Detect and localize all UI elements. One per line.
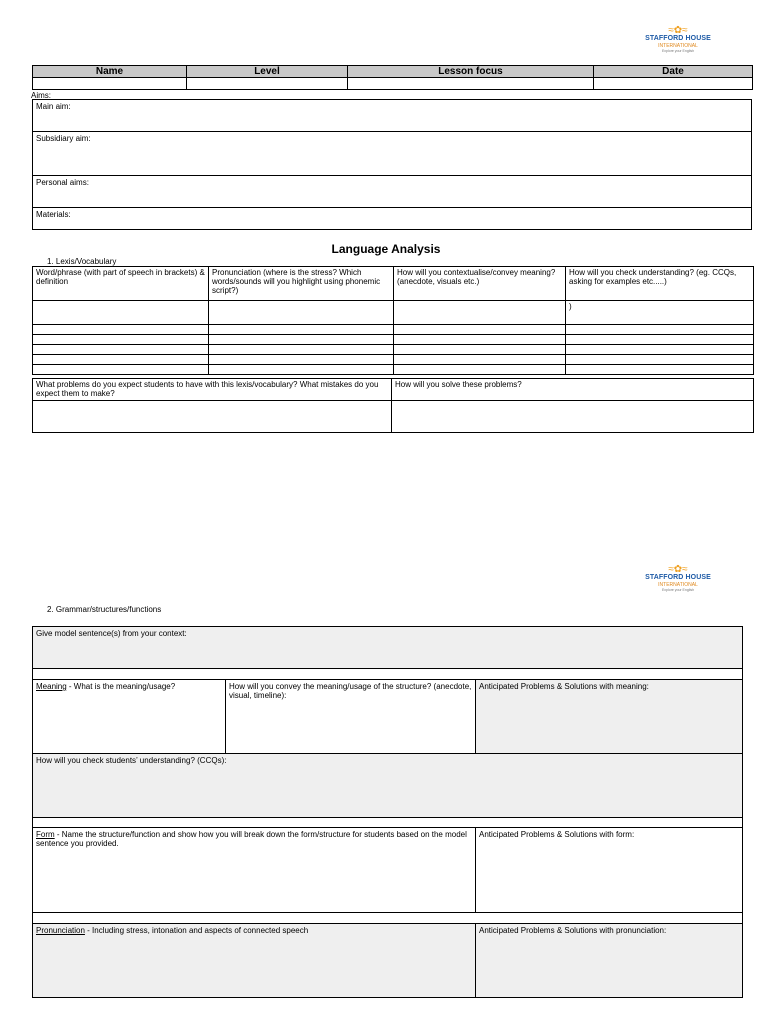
lexis-col-contextualise: How will you contextualise/convey meaning? (anecdote, visuals etc.) bbox=[394, 267, 566, 301]
lexis-cell[interactable] bbox=[566, 355, 754, 365]
language-analysis-title: Language Analysis bbox=[331, 242, 441, 256]
problems-pron-label: Anticipated Problems & Solutions with pronunciation: bbox=[479, 926, 667, 935]
problems-form-box[interactable] bbox=[475, 827, 743, 913]
lexis-cell[interactable] bbox=[566, 345, 754, 355]
lexis-cell[interactable] bbox=[33, 345, 209, 355]
lexis-cell[interactable] bbox=[33, 355, 209, 365]
level-cell[interactable] bbox=[187, 78, 348, 90]
logo-mark-icon: ≈✿≈ bbox=[668, 564, 688, 575]
ccqs-box[interactable] bbox=[32, 753, 743, 818]
lexis-cell[interactable] bbox=[394, 365, 566, 375]
lexis-solutions-question: How will you solve these problems? bbox=[392, 379, 754, 401]
lesson-focus-cell[interactable] bbox=[348, 78, 594, 90]
problems-meaning-label: Anticipated Problems & Solutions with meaning: bbox=[479, 682, 649, 691]
lexis-col-word: Word/phrase (with part of speech in brackets) & definition bbox=[33, 267, 209, 301]
date-cell[interactable] bbox=[594, 78, 753, 90]
meaning-text: - What is the meaning/usage? bbox=[66, 682, 176, 691]
lexis-col-check: How will you check understanding? (eg. CCQs, asking for examples etc.....) bbox=[566, 267, 754, 301]
logo-brand: STAFFORD HOUSE bbox=[645, 35, 711, 42]
personal-aims-box[interactable] bbox=[32, 175, 752, 208]
lexis-cell[interactable] bbox=[209, 345, 394, 355]
lexis-cell[interactable] bbox=[33, 325, 209, 335]
problems-meaning-box[interactable] bbox=[475, 679, 743, 754]
pronunciation-label: Pronunciation bbox=[36, 926, 85, 935]
lexis-problems-question: What problems do you expect students to have with this lexis/vocabulary? What mistakes do you expect them to make? bbox=[33, 379, 392, 401]
lexis-cell[interactable] bbox=[209, 365, 394, 375]
lexis-cell[interactable] bbox=[394, 301, 566, 325]
lexis-cell[interactable] bbox=[33, 365, 209, 375]
header-lesson-focus: Lesson focus bbox=[348, 66, 594, 78]
header-date: Date bbox=[594, 66, 753, 78]
form-text: - Name the structure/function and show how you will break down the form/structure for students based on the model sentence you provided. bbox=[36, 830, 467, 848]
materials-label: Materials: bbox=[36, 210, 71, 219]
main-aim-box[interactable] bbox=[32, 99, 752, 132]
lexis-cell[interactable] bbox=[566, 365, 754, 375]
logo bbox=[638, 565, 718, 593]
lexis-cell[interactable] bbox=[209, 325, 394, 335]
logo-tagline: Explore your English bbox=[661, 49, 695, 53]
lexis-problems-answer[interactable] bbox=[33, 401, 392, 433]
lexis-cell[interactable] bbox=[394, 335, 566, 345]
logo-sub: INTERNATIONAL bbox=[658, 582, 698, 588]
lexis-cell[interactable] bbox=[209, 355, 394, 365]
aims-label: Aims: bbox=[31, 91, 51, 100]
pronunciation-text: - Including stress, intonation and aspects of connected speech bbox=[84, 926, 309, 935]
convey-meaning-box[interactable] bbox=[225, 679, 476, 754]
lexis-problems-table bbox=[32, 378, 754, 433]
header-name: Name bbox=[33, 66, 187, 78]
lexis-cell[interactable] bbox=[33, 335, 209, 345]
grammar-heading: 2. Grammar/structures/functions bbox=[47, 605, 162, 614]
stray-mark: ) bbox=[569, 302, 572, 311]
logo-brand: STAFFORD HOUSE bbox=[645, 574, 711, 581]
lexis-cell[interactable] bbox=[566, 301, 754, 325]
meaning-label: Meaning bbox=[36, 682, 67, 691]
model-sentence-box[interactable] bbox=[32, 626, 743, 669]
form-box[interactable] bbox=[32, 827, 476, 913]
lexis-solutions-answer[interactable] bbox=[392, 401, 754, 433]
model-sentence-label: Give model sentence(s) from your context: bbox=[36, 629, 187, 638]
subsidiary-aim-box[interactable] bbox=[32, 131, 752, 176]
lexis-cell[interactable] bbox=[394, 355, 566, 365]
name-cell[interactable] bbox=[33, 78, 187, 90]
lexis-cell[interactable] bbox=[209, 335, 394, 345]
lexis-cell[interactable] bbox=[566, 335, 754, 345]
pronunciation-box[interactable] bbox=[32, 923, 476, 998]
lexis-cell[interactable] bbox=[394, 345, 566, 355]
ccqs-label: How will you check students’ understanding? (CCQs): bbox=[36, 756, 227, 765]
problems-pron-box[interactable] bbox=[475, 923, 743, 998]
subsidiary-aim-label: Subsidiary aim: bbox=[36, 134, 91, 143]
logo bbox=[638, 26, 718, 54]
lexis-cell[interactable] bbox=[566, 325, 754, 335]
header-level: Level bbox=[187, 66, 348, 78]
personal-aims-label: Personal aims: bbox=[36, 178, 89, 187]
convey-meaning-label: How will you convey the meaning/usage of the structure? (anecdote, visual, timeline): bbox=[229, 682, 472, 700]
lexis-cell[interactable] bbox=[209, 301, 394, 325]
form-label: Form bbox=[36, 830, 55, 839]
lexis-table bbox=[32, 266, 754, 375]
logo-mark-icon: ≈✿≈ bbox=[668, 25, 688, 36]
meaning-box[interactable] bbox=[32, 679, 226, 754]
lexis-cell[interactable] bbox=[394, 325, 566, 335]
logo-sub: INTERNATIONAL bbox=[658, 43, 698, 49]
lexis-col-pronunciation: Pronunciation (where is the stress? Which words/sounds will you highlight using phonemic script?) bbox=[209, 267, 394, 301]
problems-form-label: Anticipated Problems & Solutions with form: bbox=[479, 830, 635, 839]
header-table bbox=[32, 65, 753, 90]
lexis-cell[interactable] bbox=[33, 301, 209, 325]
main-aim-label: Main aim: bbox=[36, 102, 71, 111]
materials-box[interactable] bbox=[32, 207, 752, 230]
lexis-heading: 1. Lexis/Vocabulary bbox=[47, 257, 117, 266]
logo-tagline: Explore your English bbox=[661, 588, 695, 592]
